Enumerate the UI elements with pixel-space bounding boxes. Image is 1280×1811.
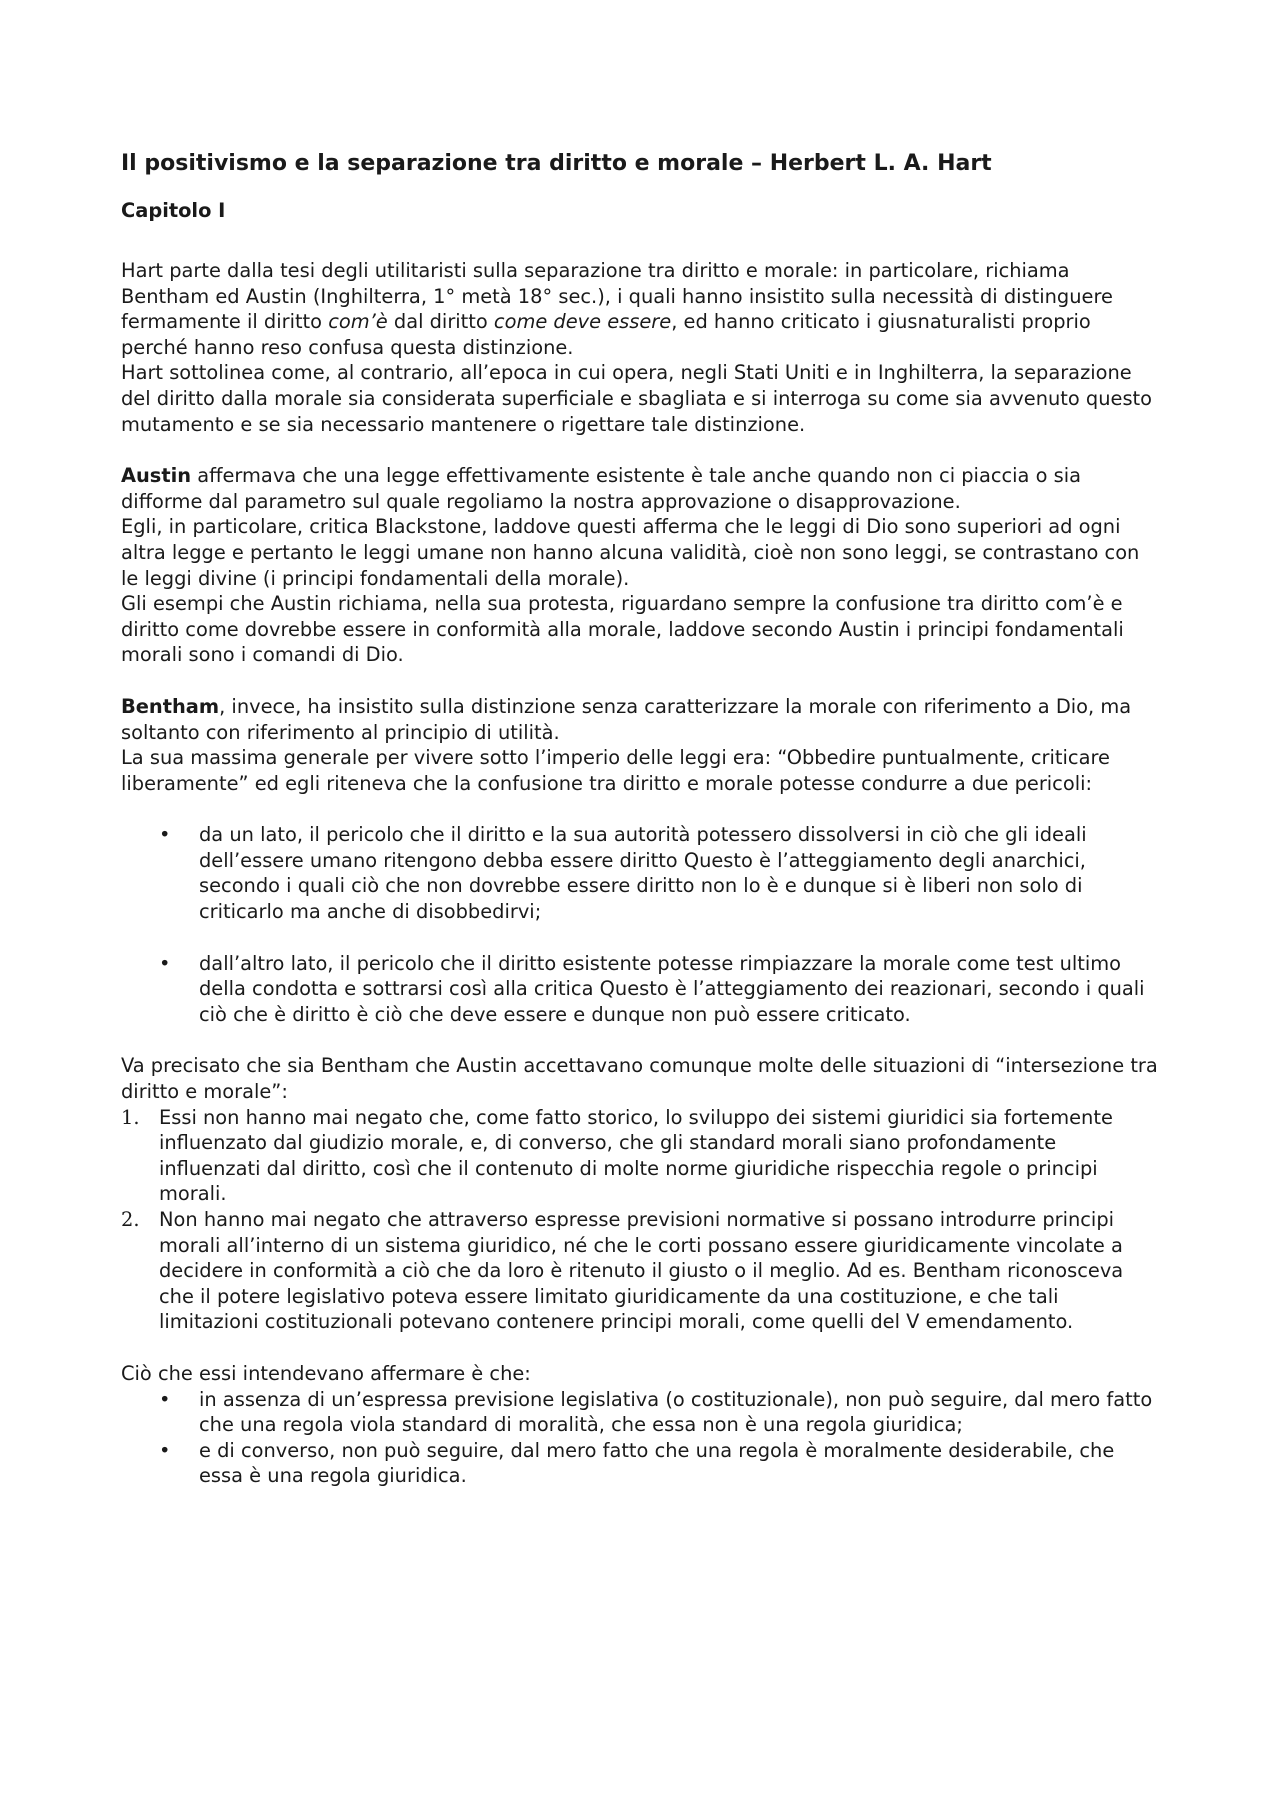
conclusion-text-1: in assenza di un’espressa previsione legislativa (o costituzionale), non può seguire, dal mero fatto che una regola viola standard di moralità, che essa non è una regola giuridica; [199,1387,1153,1437]
danger-text-2: dall’altro lato, il pericolo che il diritto esistente potesse rimpiazzare la morale come test ultimo della condotta e sottrarsi così alla critica Questo è l’atteggiamento dei reazionari, secondo i quali ciò che è diritto è ciò che deve essere e dunque non può essere criticato. [199,951,1145,1026]
bentham-text-1: , invece, ha insistito sulla distinzione senza caratterizzare la morale con riferimento a Dio, ma soltanto con riferimento al principio di utilità. [121,694,1132,744]
chapter-heading: Capitolo I [121,199,226,222]
list-number: 2. [121,1208,140,1231]
bentham-paragraph-1 [121,694,1161,745]
intersection-section [121,1053,1161,1335]
list-item [121,1438,1161,1489]
intro-emphasis-com-e: com’è [328,310,388,334]
list-item [121,1387,1161,1438]
intersection-lead: Va precisato che sia Bentham che Austin accettavano comunque molte delle situazioni di “intersezione tra diritto e morale”: [121,1054,1158,1104]
austin-text-1: affermava che una legge effettivamente esistente è tale anche quando non ci piaccia o sia difforme dal parametro sul quale regoliamo la nostra approvazione o disapprovazione. [121,464,1081,513]
bullet-icon: • [159,951,171,975]
bentham-name: Bentham [121,694,220,718]
bullet-icon: • [159,823,171,847]
conclusion-list [121,1387,1161,1489]
austin-paragraph-2: Egli, in particolare, critica Blackstone, laddove questi afferma che le leggi di Dio sono superiori ad ogni altra legge e pertanto le leggi umane non hanno alcuna validità, cioè non sono leggi, se contrastano con le leggi divine (i principi fondamentali della morale). [121,515,1140,590]
austin-section [121,463,1161,668]
conclusion-section [121,1361,1161,1489]
austin-paragraph-1 [121,463,1161,514]
bullet-icon: • [159,1438,171,1462]
intro-paragraph-1 [121,258,1161,360]
list-number: 1. [121,1105,140,1129]
list-item [121,1105,1161,1207]
list-item [121,822,1161,924]
bentham-section [121,694,1161,1028]
document-title: Il positivismo e la separazione tra diritto e morale – Herbert L. A. Hart [121,151,992,176]
austin-name: Austin [121,464,192,488]
bentham-paragraph-2: La sua massima generale per vivere sotto l’imperio delle leggi era: “Obbedire puntualmente, criticare liberamente” ed egli riteneva che la confusione tra diritto e morale potesse condurre a due pericoli: [121,746,1110,795]
intro-text-b: dal diritto [387,310,494,334]
intro-emphasis-come-deve-essere: come deve essere [493,310,672,334]
document-page [121,150,1161,1489]
conclusion-text-2: e di converso, non può seguire, dal mero fatto che una regola è moralmente desiderabile, che essa è una regola giuridica. [199,1438,1115,1488]
intro-section [121,258,1161,437]
bullet-icon: • [159,1387,171,1411]
austin-paragraph-3: Gli esempi che Austin richiama, nella sua protesta, riguardano sempre la confusione tra diritto com’è e diritto come dovrebbe essere in conformità alla morale, laddove secondo Austin i principi fondamentali morali sono i comandi di Dio. [121,592,1124,667]
intersection-text-1: Essi non hanno mai negato che, come fatto storico, lo sviluppo dei sistemi giuridici sia fortemente influenzato dal giudizio morale, e, di converso, che gli standard morali siano profondamente influenzati dal diritto, così che il contenuto di molte norme giuridiche rispecchia regole o principi morali. [159,1105,1113,1206]
intersection-list [121,1105,1161,1335]
intersection-text-2: Non hanno mai negato che attraverso espresse previsioni normative si possano introdurre principi morali all’interno di un sistema giuridico, né che le corti possano essere giuridicamente vincolate a decidere in conformità a ciò che da loro è ritenuto il giusto o il meglio. Ad es. Bentham riconosceva che il potere legislativo poteva essere limitato giuridicamente da una costituzione, e che tali limitazioni costituzionali potevano contenere principi morali, come quelli del V emendamento. [159,1208,1124,1334]
dangers-list [121,822,1161,1027]
intro-paragraph-2: Hart sottolinea come, al contrario, all’epoca in cui opera, negli Stati Uniti e in Inghilterra, la separazione del diritto dalla morale sia considerata superficiale e sbagliata e si interroga su come sia avvenuto questo mutamento e se sia necessario mantenere o rigettare tale distinzione. [121,361,1153,436]
conclusion-lead: Ciò che essi intendevano affermare è che: [121,1361,531,1385]
list-item [121,1207,1161,1335]
intro-text-a: Hart parte dalla tesi degli utilitaristi sulla separazione tra diritto e morale: in particolare, richiama Bentham ed Austin (Inghilterra, 1° metà 18° sec.), i quali hanno insistito sulla necessità di distinguere fermamente il diritto [121,259,1113,334]
list-item [121,951,1161,1028]
danger-text-1: da un lato, il pericolo che il diritto e la sua autorità potessero dissolversi in ciò che gli ideali dell’essere umano ritengono debba essere diritto Questo è l’atteggiamento degli anarchici, secondo i quali ciò che non dovrebbe essere diritto non lo è e dunque si è liberi non solo di criticarlo ma anche di disobbedirvi; [199,823,1087,924]
intro-text-c: , ed hanno criticato i giusnaturalisti proprio perché hanno reso confusa questa distinzione. [121,310,1091,359]
